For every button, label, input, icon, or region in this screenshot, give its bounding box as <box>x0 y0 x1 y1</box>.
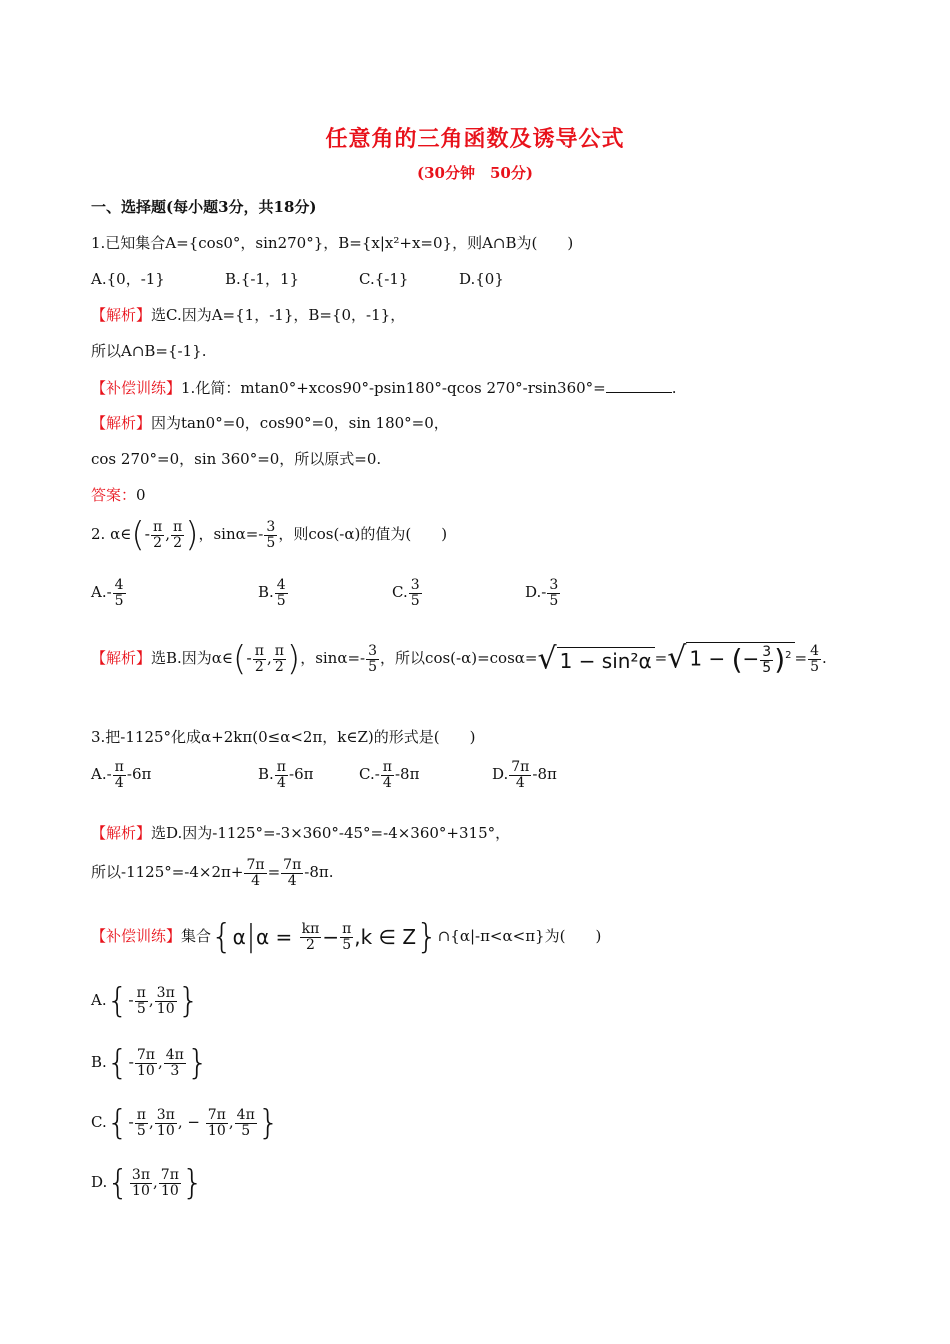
left-paren: ( <box>131 515 145 555</box>
page-subtitle: (30分钟 50分) <box>417 164 533 182</box>
solution-tag: 【解析】 <box>91 306 152 324</box>
set-option-b: B.{- $\frac{7\pi}{10}$ , $\frac{4\pi}{3}$ } <box>91 1043 209 1083</box>
compensation-1-answer: 答案：0 <box>91 486 146 504</box>
compensation-1-solution: 【解析】因为tan0°=0，cos90°=0，sin 180°=0， <box>91 414 449 432</box>
option-a: A.{0，-1} <box>91 270 165 288</box>
option-b: B. $\frac{4}{5}$ <box>258 577 286 609</box>
option-b: B. $\frac{\pi}{4}$ -6π <box>258 759 314 791</box>
answer-tag: 答案： <box>91 486 137 504</box>
solution-2: 【解析】选B.因为α∈(- $\frac{\pi}{2}$ , $\frac{\pi}{2}$ )，sinα=- $\frac{3}{5}$ ，所以cos(-α)=cosα=√ 1 − sin²α =√ 1 − (− $\frac{3}{5}$ )$^2$ = $\frac{4}{5}$ . <box>91 639 827 679</box>
solution-tag: 【解析】 <box>91 824 152 842</box>
fraction: $\frac{\pi}{2}$ <box>172 518 183 551</box>
option-a: A.- $\frac{4}{5}$ <box>91 577 124 609</box>
solution-1-cont: 所以A∩B={-1}. <box>91 342 207 360</box>
option-b: B.{-1，1} <box>225 270 300 288</box>
set-option-d: D.{ $\frac{3\pi}{10}$ , $\frac{7\pi}{10}$ } <box>91 1163 204 1203</box>
option-a: A.- $\frac{\pi}{4}$ -6π <box>91 759 152 791</box>
solution-1: 【解析】选C.因为A={1，-1}，B={0，-1}， <box>91 306 406 324</box>
fraction: $\frac{3}{5}$ <box>266 518 276 551</box>
option-c: C.- $\frac{\pi}{4}$ -8π <box>359 759 420 791</box>
solution-tag: 【解析】 <box>91 649 152 667</box>
compensation-tag: 【补偿训练】 <box>91 379 182 397</box>
compensation-1: 【补偿训练】1.化简：mtan0°+xcos90°-psin180°-qcos 270°-rsin360°= . <box>91 376 677 399</box>
question-1: 1.已知集合A={cos0°，sin270°}，B={x|x²+x=0}，则A∩B为( ) <box>91 234 574 252</box>
page-title: 任意角的三角函数及诱导公式 <box>325 126 625 152</box>
answer-blank <box>606 376 672 393</box>
compensation-1-solution-cont: cos 270°=0，sin 360°=0，所以原式=0. <box>91 450 382 468</box>
section-heading: 一、选择题(每小题3分，共18分) <box>91 198 317 216</box>
sqrt-expression: √ 1 − sin²α <box>537 647 654 672</box>
set-option-c: C.{- $\frac{\pi}{5}$ , $\frac{3\pi}{10}$ , − $\frac{7\pi}{10}$ , $\frac{4\pi}{5}$ } <box>91 1103 280 1143</box>
sqrt-expression: √ 1 − (− $\frac{3}{5}$ )$^2$ <box>667 642 794 675</box>
compensation-2: 【补偿训练】集合{α|α = $\frac{k\pi}{2}$ − $\frac{\pi}{5}$ ,k ∈ Z}∩{α|-π<α<π}为( ) <box>91 917 602 957</box>
right-paren: ) <box>185 515 199 555</box>
set-option-a: A.{- $\frac{\pi}{5}$ , $\frac{3\pi}{10}$ } <box>91 981 200 1021</box>
solution-tag: 【解析】 <box>91 414 152 432</box>
option-d: D.{0} <box>459 270 504 288</box>
solution-3-cont: 所以-1125°=-4×2π+ $\frac{7\pi}{4}$ = $\frac{7\pi}{4}$ -8π. <box>91 857 334 889</box>
option-c: C. $\frac{3}{5}$ <box>392 577 420 609</box>
compensation-tag: 【补偿训练】 <box>91 927 182 945</box>
option-d: D.- $\frac{3}{5}$ <box>525 577 559 609</box>
fraction: $\frac{\pi}{2}$ <box>153 518 163 551</box>
option-c: C.{-1} <box>359 270 409 288</box>
solution-3: 【解析】选D.因为-1125°=-3×360°-45°=-4×360°+315°， <box>91 824 511 842</box>
question-3: 3.把-1125°化成α+2kπ(0≤α<2π，k∈Z)的形式是( ) <box>91 728 476 746</box>
option-d: D. $\frac{7\pi}{4}$ -8π <box>492 759 557 791</box>
question-2: 2. α∈(- $\frac{\pi}{2}$ , $\frac{\pi}{2}$ )，sinα=- $\frac{3}{5}$ ，则cos(-α)的值为( ) <box>91 515 448 555</box>
